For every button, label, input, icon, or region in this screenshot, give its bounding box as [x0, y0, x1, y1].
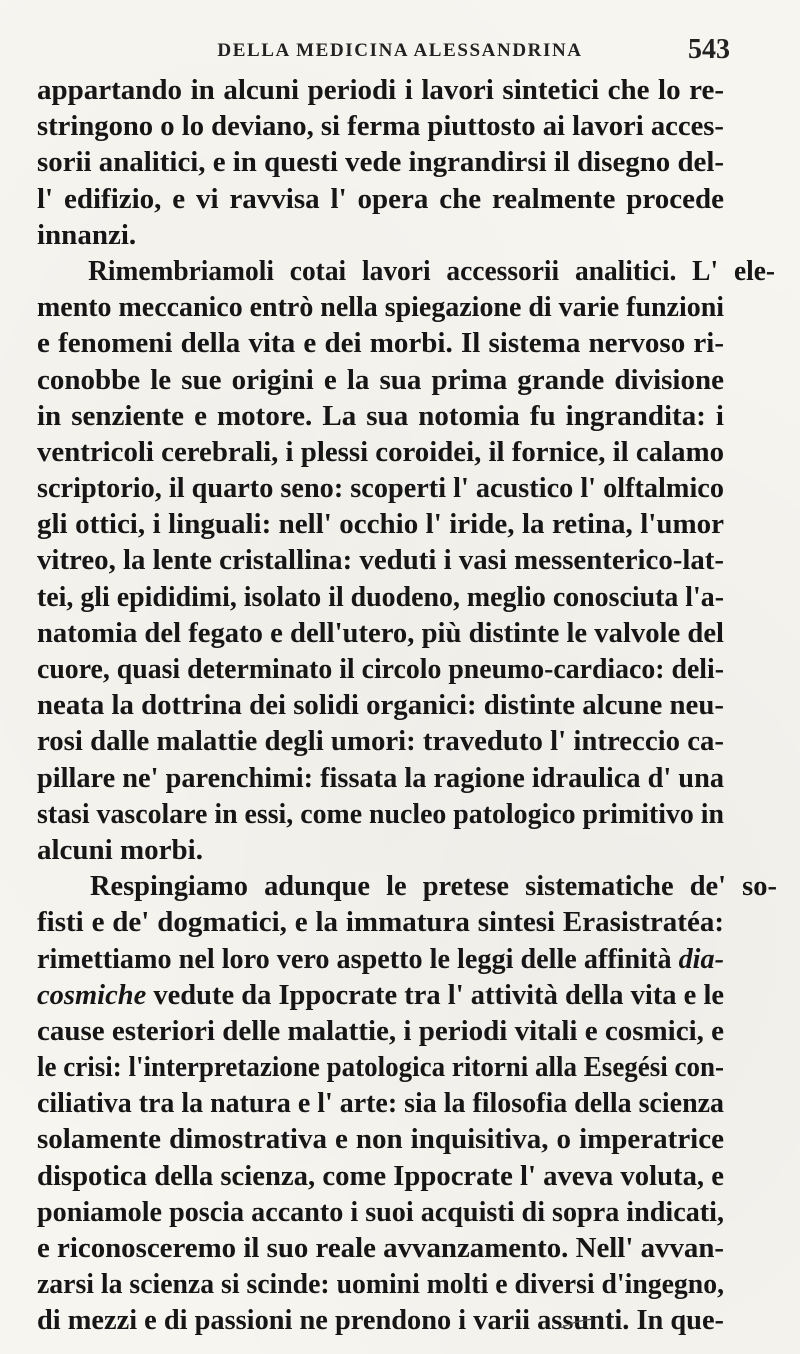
- text-line: [37, 941, 724, 977]
- text-line: rosi dalle malattie degli umori: traveduto l' intreccio ca-: [37, 725, 725, 758]
- text-line: neata la dottrina dei solidi organici: distinte alcune neu-: [37, 689, 724, 722]
- text-line: vitreo, la lente cristallina: veduti i vasi messenterico-lat-: [37, 544, 725, 577]
- text-line: stasi vascolare in essi, come nucleo patologico primitivo in: [37, 797, 725, 830]
- text-segment: vedute da Ippocrate tra l' attività della vita e le: [153, 978, 725, 1011]
- text-line: gli ottici, i linguali: nell' occhio l' iride, la retina, l'umor: [37, 508, 724, 541]
- text-line: solamente dimostrativa e non inquisitiva, o imperatrice: [37, 1123, 724, 1156]
- text-line: Rimembriamoli cotai lavori accessorii analitici. L' ele-: [88, 254, 776, 287]
- text-line: le crisi: l'interpretazione patologica ritorni alla Esegési con-: [37, 1051, 725, 1084]
- text-line: Respingiamo adunque le pretese sistematiche de' so-: [89, 870, 777, 903]
- text-line: e riconosceremo il suo reale avvanzamento. Nell' avvan-: [37, 1232, 725, 1264]
- page-number: 543: [688, 34, 730, 65]
- text-line: l' edifizio, e vi ravvisa l' opera che realmente procede: [37, 182, 724, 215]
- text-line: e fenomeni della vita e dei morbi. Il sistema nervoso ri-: [37, 327, 724, 360]
- text-line: natomia del fegato e dell'utero, più distinte le valvole del: [37, 616, 725, 649]
- text-line: dispotica della scienza, come Ippocrate l' aveva voluta, e: [37, 1159, 725, 1192]
- body-text: [37, 72, 777, 1339]
- text-line: conobbe le sue origini e la sua prima grande divisione: [37, 363, 724, 396]
- page-header: [0, 34, 800, 68]
- text-line: pillare ne' parenchimi: fissata la ragione idraulica d' una: [37, 761, 725, 794]
- text-line: cause esteriori delle malattie, i periodi vitali e cosmici, e: [37, 1014, 724, 1047]
- text-line: [37, 977, 724, 1013]
- text-line: tei, gli epididimi, isolato il duodeno, meglio conosciuta l'a-: [37, 580, 724, 613]
- italic-word: cosmiche: [37, 978, 147, 1011]
- running-title: DELLA MEDICINA ALESSANDRINA: [217, 40, 583, 61]
- text-line: di mezzi e di passioni ne prendono i varii assunti. In que-: [37, 1304, 725, 1337]
- text-line: ventricoli cerebrali, i plessi coroidei, il fornice, il calamo: [37, 435, 725, 468]
- text-line: poniamole poscia accanto i suoi acquisti di sopra indicati,: [37, 1195, 724, 1228]
- text-segment: rimettiamo nel loro vero aspetto le leggi delle affinità: [37, 942, 672, 975]
- stray-pen-mark: [560, 1318, 594, 1330]
- text-line: in senziente e motore. La sua notomia fu ingrandita: i: [37, 399, 724, 432]
- text-line: alcuni morbi.: [37, 833, 203, 866]
- text-line: ciliativa tra la natura e l' arte: sia la filosofia della scienza: [37, 1087, 724, 1120]
- text-line: appartando in alcuni periodi i lavori sintetici che lo re-: [37, 74, 724, 106]
- text-line: fisti e de' dogmatici, e la immatura sintesi Erasistratéa:: [37, 906, 724, 939]
- text-line: stringono o lo deviano, si ferma piuttosto ai lavori acces-: [37, 110, 724, 143]
- text-line: scriptorio, il quarto seno: scoperti l' acustico l' olftalmico: [37, 472, 725, 505]
- italic-word: dia-: [678, 942, 724, 975]
- text-line: mento meccanico entrò nella spiegazione di varie funzioni: [37, 291, 725, 324]
- text-line: sorii analitici, e in questi vede ingrandirsi il disegno del-: [37, 146, 724, 179]
- text-line: zarsi la scienza si scinde: uomini molti e diversi d'ingegno,: [37, 1268, 725, 1301]
- text-line: innanzi.: [37, 218, 137, 251]
- text-line: cuore, quasi determinato il circolo pneumo-cardiaco: deli-: [37, 653, 724, 685]
